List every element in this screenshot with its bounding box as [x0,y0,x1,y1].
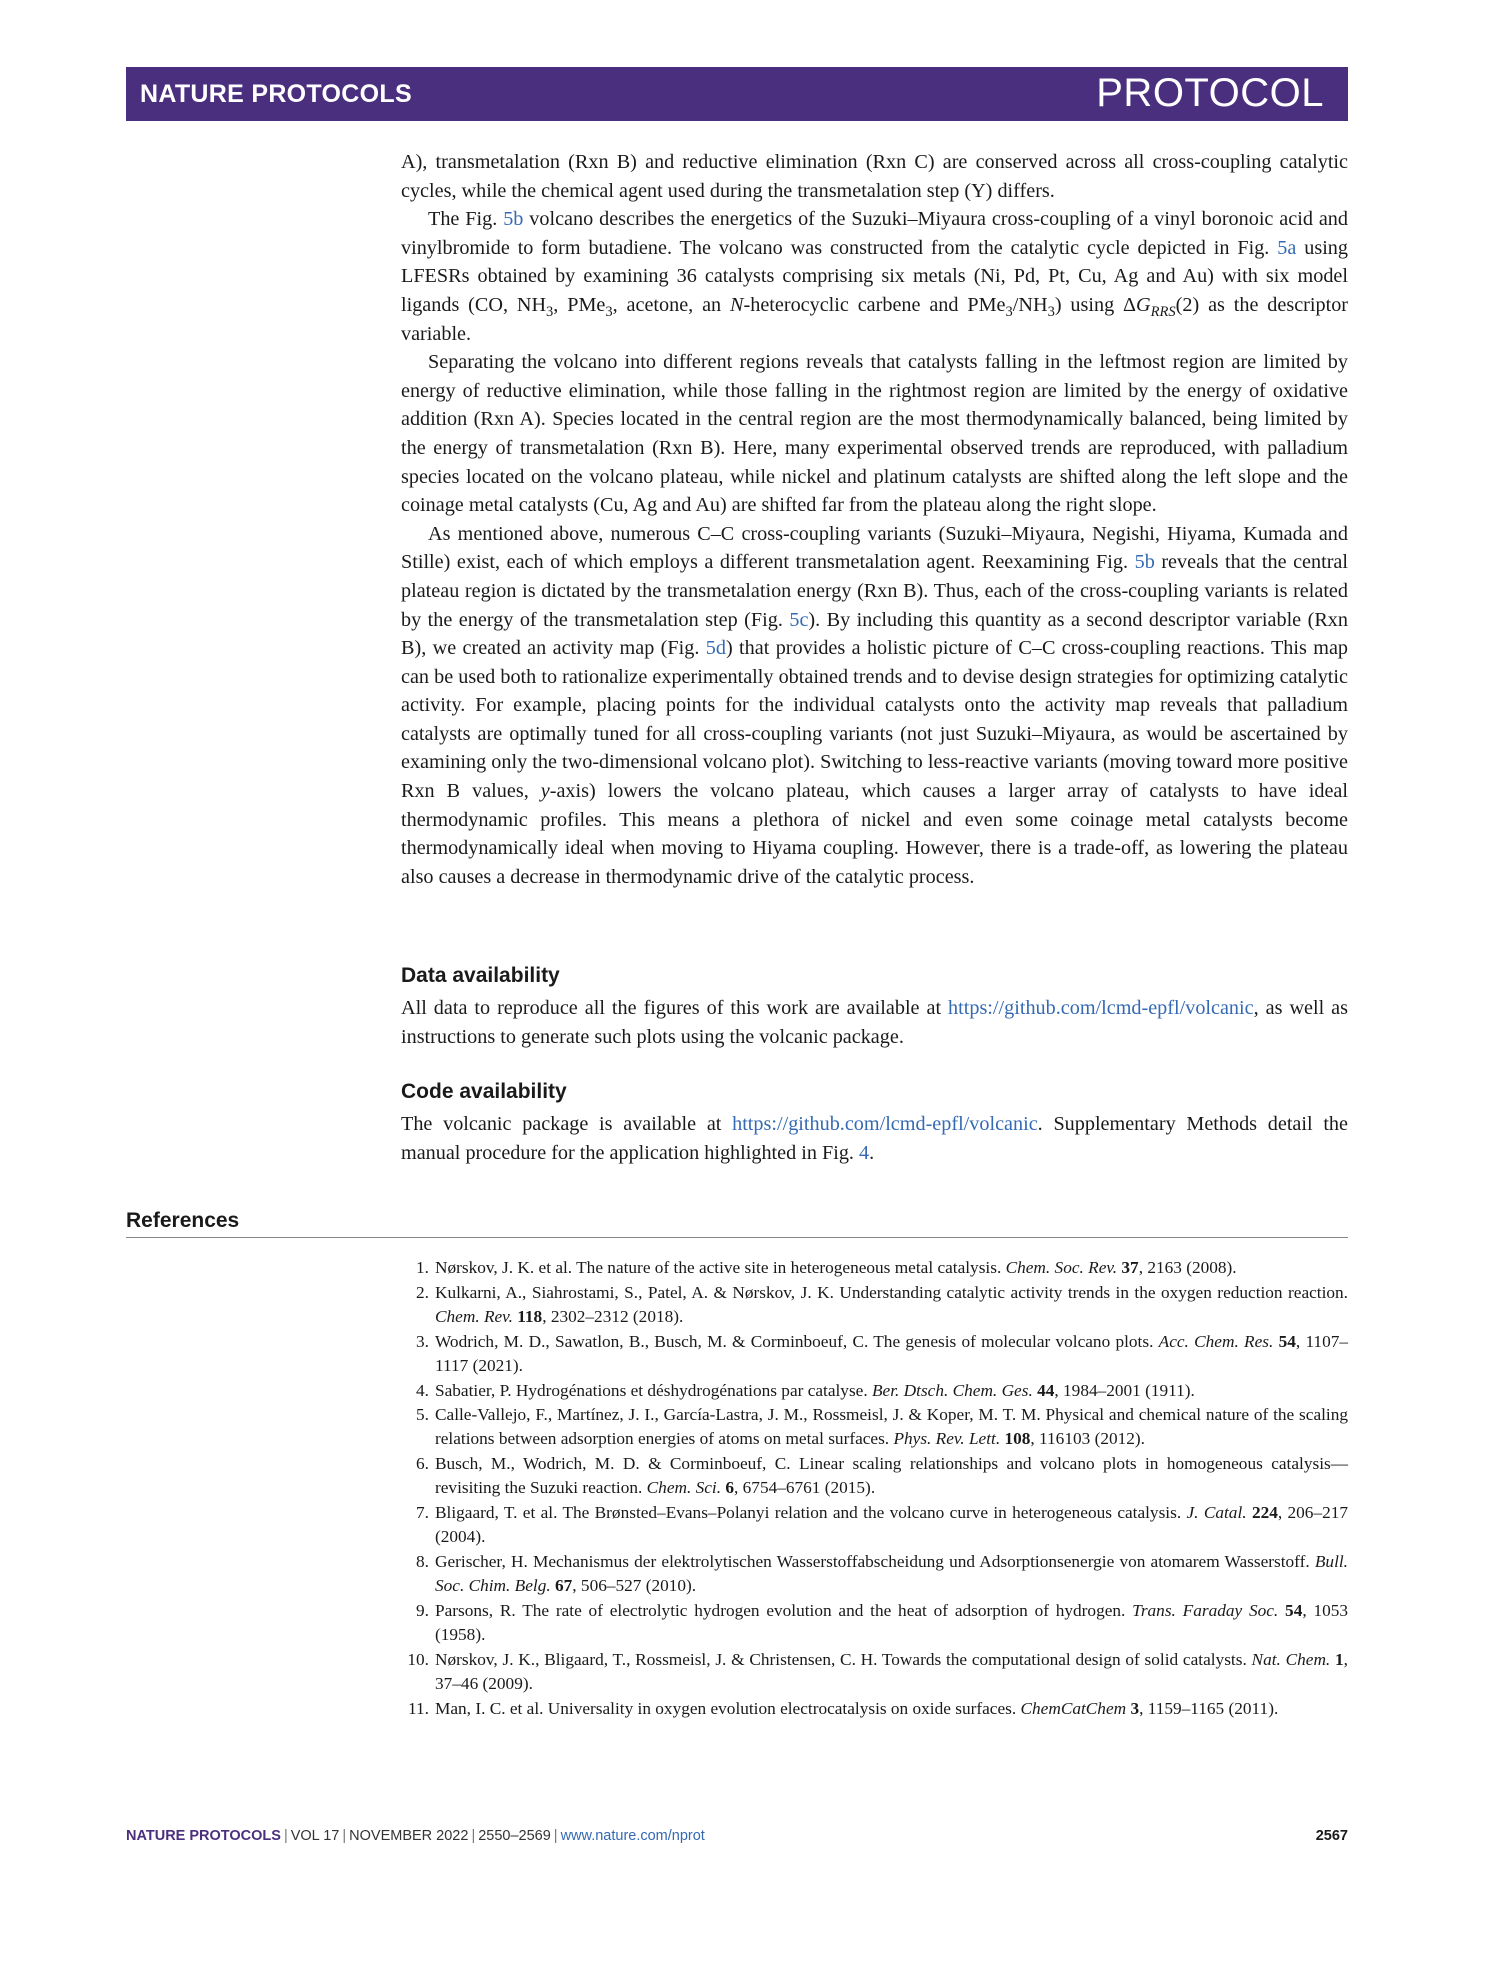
data-url-link[interactable]: https://github.com/lcmd-epfl/volcanic [948,997,1254,1019]
figure-link[interactable]: 5b [503,208,524,231]
reference-item: 1. Nørskov, J. K. et al. The nature of the active site in heterogeneous metal catalysis. Chem. Soc. Rev. 37, 2163 (2008). [416,1258,1237,1277]
footer-url-link[interactable]: www.nature.com/nprot [560,1828,705,1844]
paragraph-3: Separating the volcano into different regions reveals that catalysts falling in the leftmost region are limited by energy of reductive elimination, while those falling in the rightmost region are limited by the energy of oxidative addition (Rxn A). Species located in the central region are the most thermodynamically balanced, being limited by the energy of transmetalation (Rxn B). Here, many experimental observed trends are reproduced, with palladium species located on the volcano plateau, while nickel and platinum catalysts are shifted along the left slope and the coinage metal catalysts (Cu, Ag and Au) are shifted far from the plateau along the right slope. [401,351,1348,517]
footer-volume: VOL 17 [290,1828,340,1844]
footer-citation: NATURE PROTOCOLS | VOL 17 | NOVEMBER 2022 | 2550–2569 | www.nature.com/nprot [126,1828,705,1844]
reference-item: 4. Sabatier, P. Hydrogénations et déshydrogénations par catalyse. Ber. Dtsch. Chem. Ges. 44, 1984–2001 (1911). [416,1380,1195,1400]
article-type: PROTOCOL [1096,71,1324,115]
reference-item: 11. Man, I. C. et al. Universality in oxygen evolution electrocatalysis on oxide surfaces. ChemCatChem 3, 1159–1165 (2011). [408,1698,1279,1718]
code-availability-section [401,1078,1348,1167]
reference-item: 10. Nørskov, J. K., Bligaard, T., Rossmeisl, J. & Christensen, C. H. Towards the computational design of solid catalysts. Nat. Chem. 1, 37–46 (2009). [407,1649,1348,1693]
page-number: 2567 [1315,1828,1348,1844]
reference-item: 5. Calle-Vallejo, F., Martínez, J. I., García-Lastra, J. M., Rossmeisl, J. & Koper, M. T. M. Physical and chemical nature of the scaling relations between adsorption energies of atoms on metal surfaces. Phys. Rev. Lett. 108, 116103 (2012). [416,1405,1348,1449]
data-availability-section [401,962,1348,1051]
reference-item: 3. Wodrich, M. D., Sawatlon, B., Busch, M. & Corminboeuf, C. The genesis of molecular volcano plots. Acc. Chem. Res. 54, 1107–1117 (2021). [416,1331,1348,1375]
figure-link[interactable]: 5a [1277,236,1297,259]
reference-list [401,1256,1348,1721]
reference-item: 6. Busch, M., Wodrich, M. D. & Corminboeuf, C. Linear scaling relationships and volcano plots in homogeneous catalysis—revisiting the Suzuki reaction. Chem. Sci. 6, 6754–6761 (2015). [416,1454,1348,1498]
references-heading: References [126,1209,1348,1238]
footer-pages: 2550–2569 [478,1828,551,1844]
reference-item: 9. Parsons, R. The rate of electrolytic hydrogen evolution and the heat of adsorption of hydrogen. Trans. Faraday Soc. 54, 1053 (1958). [416,1600,1349,1645]
paragraph-1: A), transmetalation (Rxn B) and reductive elimination (Rxn C) are conserved across all cross-coupling catalytic cycles, while the chemical agent used during the transmetalation step (Y) differs. [401,151,1348,202]
paragraph-4: As mentioned above, numerous C–C cross-coupling variants (Suzuki–Miyaura, Negishi, Hiyama, Kumada and Stille) exist, each of which employs a different transmetalation agent. Reexamining Fig. 5b reveals that the central plateau region is dictated by the transmetalation energy (Rxn B). Thus, each of the cross-coupling variants is related by the energy of the transmetalation step (Fig. 5c). By including this quantity as a second descriptor variable (Rxn B), we created an activity map (Fig. 5d) that provides a holistic picture of C–C cross-coupling reactions. This map can be used both to rationalize experimentally obtained trends and to devise design strategies for optimizing catalytic activity. For example, placing points for the individual catalysts onto the activity map reveals that palladium catalysts are optimally tuned for all cross-coupling variants (not just Suzuki–Miyaura, as would be ascertained by examining only the two-dimensional volcano plot). Switching to less-reactive variants (moving toward more positive Rxn B values, y-axis) lowers the volcano plateau, which causes a larger array of catalysts to have ideal thermodynamic profiles. This means a plethora of nickel and even some coinage metal catalysts become thermodynamically ideal when moving to Hiyama coupling. However, there is a trade-off, as lowering the plateau also causes a decrease in thermodynamic drive of the catalytic process. [401,522,1348,888]
figure-link[interactable]: 5d [705,637,726,660]
body-text [401,148,1348,891]
footer-date: NOVEMBER 2022 [349,1828,469,1844]
paragraph-2: The Fig. 5b volcano describes the energetics of the Suzuki–Miyaura cross-coupling of a vinyl boronoic acid and vinylbromide to form butadiene. The volcano was constructed from the catalytic cycle depicted in Fig. 5a using LFESRs obtained by examining 36 catalysts comprising six metals (Ni, Pd, Pt, Cu, Ag and Au) with six model ligands (CO, $NH_3$, PMe$_3$, acetone, an N-heterocyclic carbene and $PMe_3/NH_3$) using $\Delta G_{RRS}(2)$ as the descriptor variable. [401,208,1349,345]
page-footer [126,1828,1348,1850]
reference-item: 8. Gerischer, H. Mechanismus der elektrolytischen Wasserstoffabscheidung und Adsorptionsenergie von atomarem Wasserstoff. Bull. Soc. Chim. Belg. 67, 506–527 (2010). [416,1551,1348,1596]
section-heading: Code availability [401,1080,567,1103]
figure-link[interactable]: 5b [1134,551,1155,574]
figure-link[interactable]: 4 [859,1141,870,1164]
figure-link[interactable]: 5c [789,608,809,631]
reference-item: 7. Bligaard, T. et al. The Brønsted–Evans–Polanyi relation and the volcano curve in heterogeneous catalysis. J. Catal. 224, 206–217 (2004). [416,1503,1349,1547]
footer-journal: NATURE PROTOCOLS [126,1828,281,1844]
section-text: The volcanic package is available at https://github.com/lcmd-epfl/volcanic. Supplementary Methods detail the manual procedure for the application highlighted in Fig. 4. [401,1113,1348,1164]
page-header [126,67,1348,121]
code-url-link[interactable]: https://github.com/lcmd-epfl/volcanic [732,1113,1038,1135]
section-text: All data to reproduce all the figures of this work are available at https://github.com/lcmd-epfl/volcanic, as well as instructions to generate such plots using the volcanic package. [401,997,1348,1048]
section-heading: Data availability [401,964,560,987]
journal-name: NATURE PROTOCOLS [140,80,412,108]
reference-item: 2. Kulkarni, A., Siahrostami, S., Patel, A. & Nørskov, J. K. Understanding catalytic activity trends in the oxygen reduction reaction. Chem. Rev. 118, 2302–2312 (2018). [416,1282,1348,1326]
